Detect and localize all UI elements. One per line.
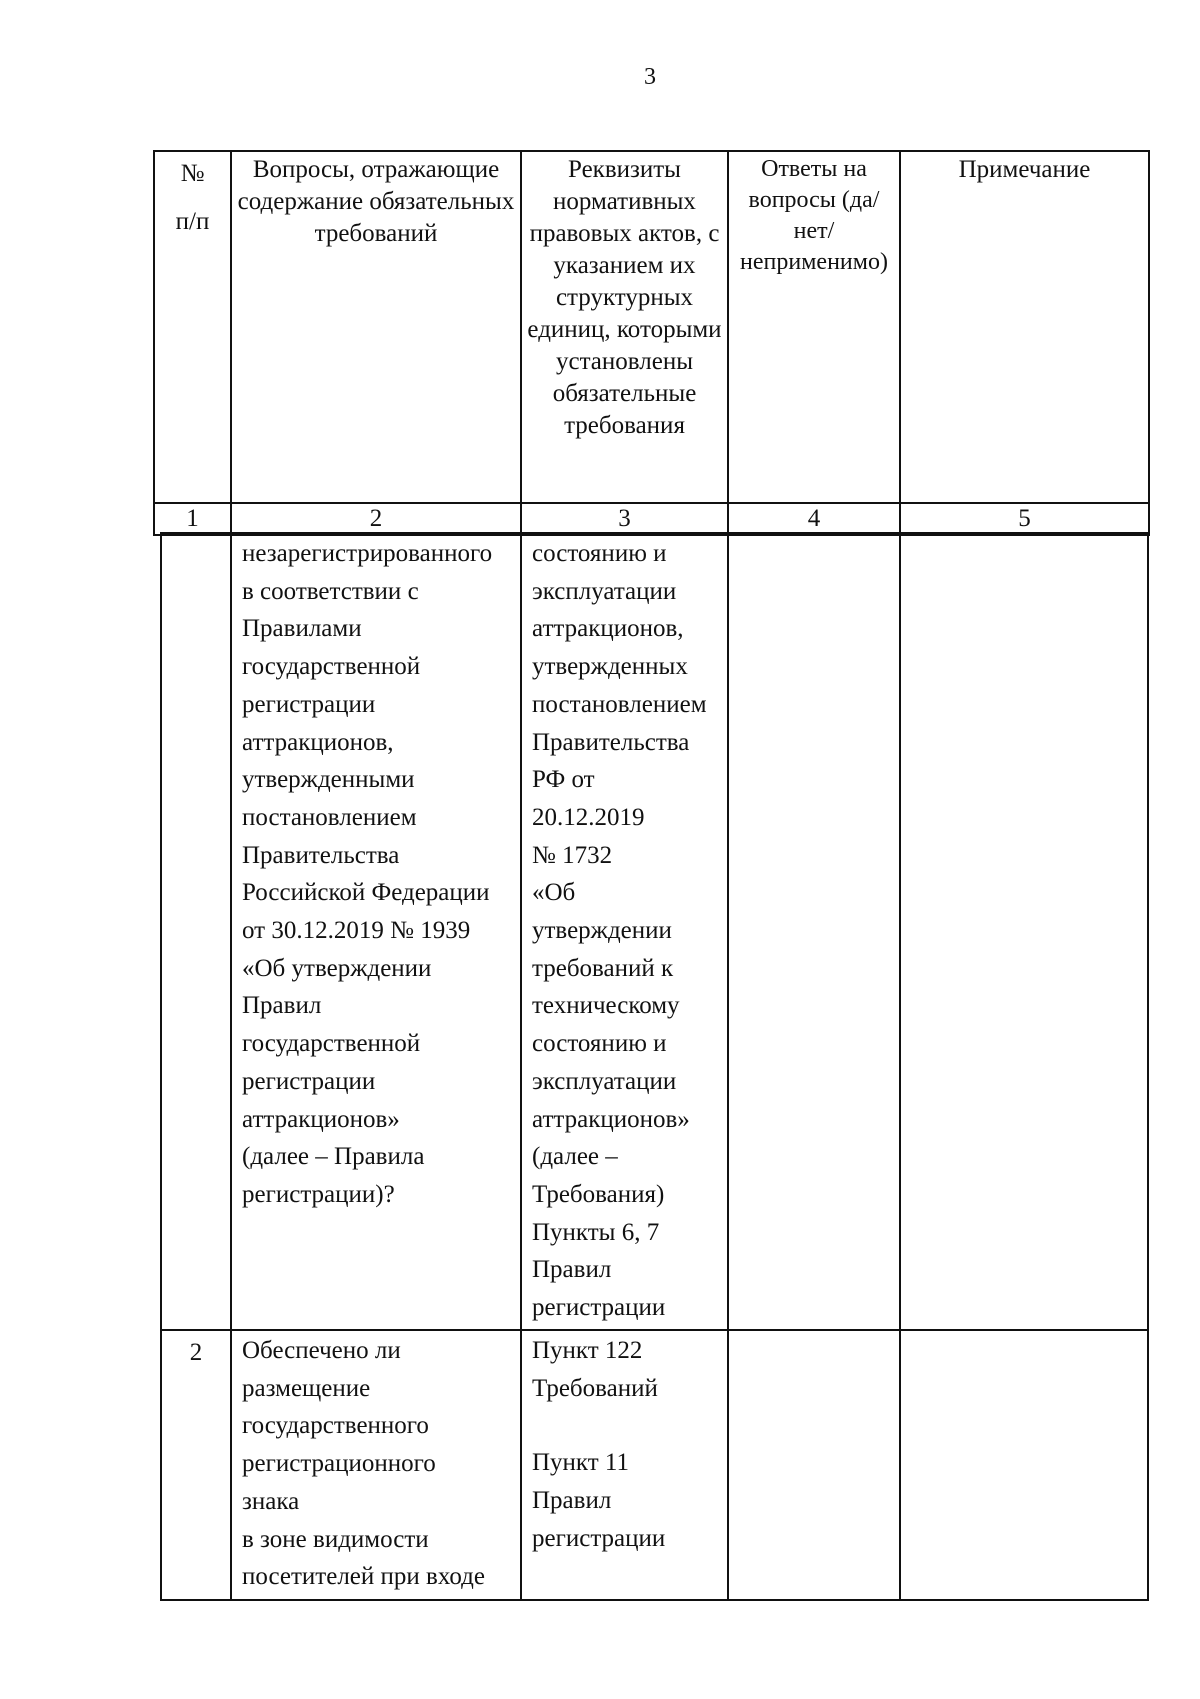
column-number-5: 5 [900, 503, 1149, 535]
row-note [900, 533, 1148, 1330]
requirements-table-body [160, 532, 1149, 1601]
header-number-sign: № [180, 160, 205, 187]
requisites-spacer [532, 1407, 717, 1444]
header-row [154, 151, 1149, 503]
column-number-3: 3 [521, 503, 728, 535]
requisites-part-1: Пункт 122 Требований [532, 1337, 658, 1402]
header-col-answers: Ответы на вопросы (да/нет/ неприменимо) [728, 151, 900, 503]
requirements-table-header [153, 150, 1150, 536]
header-item-abbrev: п/п [175, 208, 210, 235]
header-col-questions: Вопросы, отражающие содержание обязательных требований [231, 151, 521, 503]
row-note [900, 1330, 1148, 1600]
row-number: 2 [161, 1330, 231, 1600]
column-number-2: 2 [231, 503, 521, 535]
column-numbers-row [154, 503, 1149, 535]
row-requisites [521, 1330, 728, 1600]
row-answer [728, 1330, 900, 1600]
row-question: незарегистрированного в соответствии с Правилами государственной регистрации аттракционов, утвержденными постановлением Правительства Российской Федерации от 30.12.2019 № 1939 «Об утверждении Правил государственной регистрации аттракционов» (далее – Правила регистрации)? [231, 533, 521, 1330]
row-question: Обеспечено ли размещение государственного регистрационного знака в зоне видимости посетителей при входе [231, 1330, 521, 1600]
row-number [161, 533, 231, 1330]
page-number: 3 [644, 64, 656, 90]
table-row [161, 533, 1148, 1330]
table-row [161, 1330, 1148, 1600]
row-answer [728, 533, 900, 1330]
header-col-notes: Примечание [900, 151, 1149, 503]
row-requisites: состоянию и эксплуатации аттракционов, утвержденных постановлением Правительства РФ от 20.12.2019 № 1732 «Об утверждении требований к техническому состоянию и эксплуатации аттракционов» (далее – Требования) Пункты 6, 7 Правил регистрации [521, 533, 728, 1330]
column-number-4: 4 [728, 503, 900, 535]
header-col-requisites: Реквизиты нормативных правовых актов, с указанием их структурных единиц, которыми установлены обязательные требования [521, 151, 728, 503]
header-col-number [154, 151, 231, 503]
requisites-part-2: Пункт 11 Правил регистрации [532, 1449, 666, 1552]
column-number-1: 1 [154, 503, 231, 535]
